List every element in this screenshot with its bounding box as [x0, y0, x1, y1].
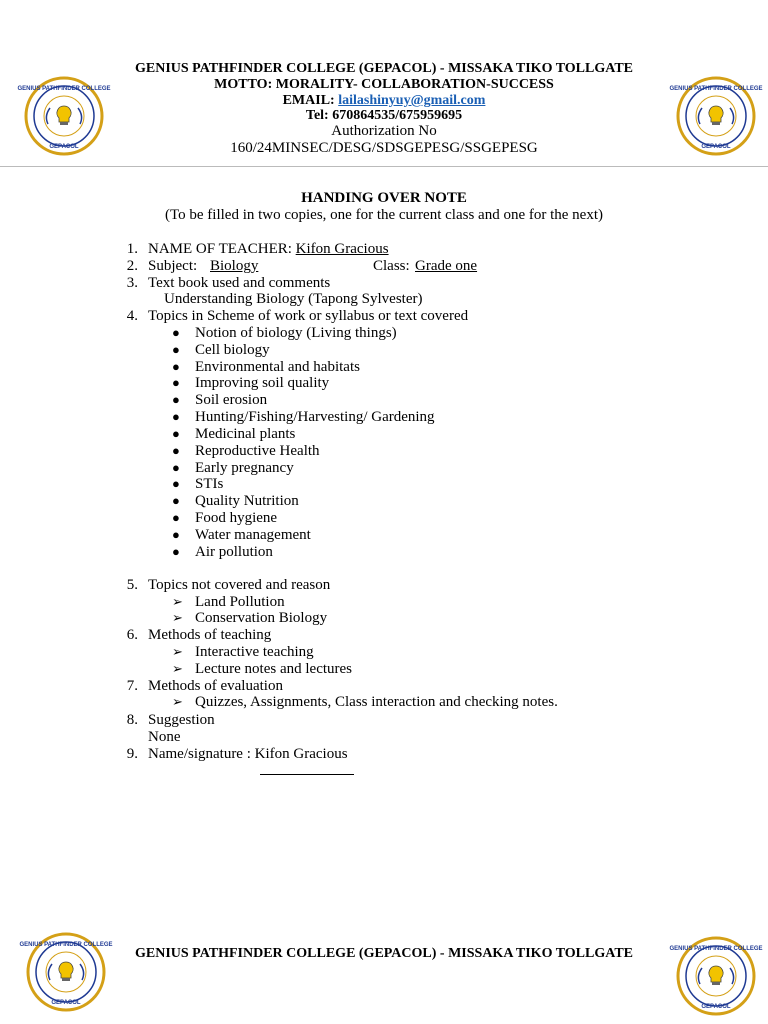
bullet-icon: ● — [172, 409, 180, 424]
bullet-icon: ● — [172, 342, 180, 357]
bullet-icon: ● — [172, 325, 180, 340]
college-logo-bottom-left — [19, 932, 113, 1012]
bullet-icon: ● — [172, 493, 180, 508]
arrow-bullet-icon: ➢ — [172, 694, 183, 709]
arrow-bullet-icon: ➢ — [172, 610, 183, 625]
bullet-icon: ● — [172, 460, 180, 475]
bullet-icon: ● — [172, 476, 180, 491]
bullet-icon: ● — [172, 510, 180, 525]
item-number: 3. — [126, 275, 138, 291]
teacher-line — [148, 241, 389, 257]
topic-item: Soil erosion — [195, 392, 268, 408]
subject-label: Subject: — [148, 258, 198, 274]
topic-item: Cell biology — [195, 342, 270, 358]
method-item: Interactive teaching — [195, 644, 314, 660]
suggestion-label: Suggestion — [148, 712, 215, 728]
topic-item: Environmental and habitats — [195, 359, 360, 375]
bullet-icon: ● — [172, 426, 180, 441]
document-subtitle: (To be filled in two copies, one for the current class and one for the next) — [165, 207, 603, 223]
item-number: 9. — [126, 746, 138, 762]
logo-ring-text: GENIUS PATHFINDER COLLEGE — [669, 86, 763, 92]
evaluation-label: Methods of evaluation — [148, 678, 283, 694]
bullet-icon: ● — [172, 527, 180, 542]
topic-item: Food hygiene — [195, 510, 278, 526]
topic-item: Early pregnancy — [195, 460, 294, 476]
logo-ring-text: GENIUS PATHFINDER COLLEGE — [17, 86, 111, 92]
arrow-bullet-icon: ➢ — [172, 644, 183, 659]
topic-item: Notion of biology (Living things) — [195, 325, 397, 341]
topic-item: Reproductive Health — [195, 443, 320, 459]
logo-ring-text: GENIUS PATHFINDER COLLEGE — [19, 942, 113, 948]
textbook-label: Text book used and comments — [148, 275, 331, 291]
evaluation-item: Quizzes, Assignments, Class interaction and checking notes. — [195, 694, 558, 710]
item-number: 1. — [126, 241, 138, 257]
subject-value: Biology — [210, 258, 259, 274]
logo-bottom-text: GEPACOL — [701, 1004, 731, 1010]
item-number: 5. — [126, 577, 138, 593]
topic-item: STIs — [195, 476, 224, 492]
signature-line — [260, 774, 354, 775]
arrow-bullet-icon: ➢ — [172, 661, 183, 676]
bullet-icon: ● — [172, 544, 180, 559]
textbook-value: Understanding Biology (Tapong Sylvester) — [164, 291, 423, 307]
logo-bottom-text: GEPACOL — [701, 144, 731, 150]
college-email-line — [0, 93, 768, 108]
signature-label: Name/signature : Kifon Gracious — [148, 746, 348, 762]
topic-item: Air pollution — [195, 544, 273, 560]
arrow-bullet-icon: ➢ — [172, 594, 183, 609]
class-value: Grade one — [415, 258, 478, 274]
bullet-icon: ● — [172, 443, 180, 458]
bullet-icon: ● — [172, 392, 180, 407]
logo-ring-text: GENIUS PATHFINDER COLLEGE — [669, 946, 763, 952]
suggestion-value: None — [148, 729, 181, 745]
email-label: EMAIL: — [282, 93, 335, 108]
item-number: 8. — [126, 712, 138, 728]
topic-item: Medicinal plants — [195, 426, 296, 442]
bullet-icon: ● — [172, 375, 180, 390]
authorization-label: Authorization No — [331, 123, 437, 139]
college-motto: MOTTO: MORALITY- COLLABORATION-SUCCESS — [214, 77, 554, 92]
topics-label: Topics in Scheme of work or syllabus or text covered — [148, 308, 469, 324]
header-divider — [0, 166, 768, 167]
topic-item: Quality Nutrition — [195, 493, 299, 509]
logo-bottom-text: GEPACOL — [49, 144, 79, 150]
item-number: 6. — [126, 627, 138, 643]
not-covered-label: Topics not covered and reason — [148, 577, 331, 593]
topic-item: Improving soil quality — [195, 375, 330, 391]
method-item: Lecture notes and lectures — [195, 661, 353, 677]
teacher-name: Kifon Gracious — [295, 241, 389, 257]
teacher-label: NAME OF TEACHER: — [148, 241, 292, 257]
class-label: Class: — [373, 258, 410, 274]
topic-item: Water management — [195, 527, 311, 543]
college-tel: Tel: 670864535/675959695 — [305, 108, 463, 123]
footer-college-name: GENIUS PATHFINDER COLLEGE (GEPACOL) - MISSAKA TIKO TOLLGATE — [135, 946, 633, 961]
college-name: GENIUS PATHFINDER COLLEGE (GEPACOL) - MISSAKA TIKO TOLLGATE — [135, 61, 633, 76]
email-link[interactable]: lailashinyuy@gmail.com — [338, 93, 486, 108]
document-title: HANDING OVER NOTE — [301, 190, 467, 206]
not-covered-item: Conservation Biology — [195, 610, 328, 626]
topic-item: Hunting/Fishing/Harvesting/ Gardening — [195, 409, 435, 425]
logo-bottom-text: GEPACOL — [51, 1000, 81, 1006]
bullet-icon: ● — [172, 359, 180, 374]
authorization-number: 160/24MINSEC/DESG/SDSGEPESG/SSGEPESG — [230, 140, 538, 156]
item-number: 2. — [126, 258, 138, 274]
item-number: 7. — [126, 678, 138, 694]
methods-label: Methods of teaching — [148, 627, 272, 643]
item-number: 4. — [126, 308, 138, 324]
not-covered-item: Land Pollution — [195, 594, 285, 610]
